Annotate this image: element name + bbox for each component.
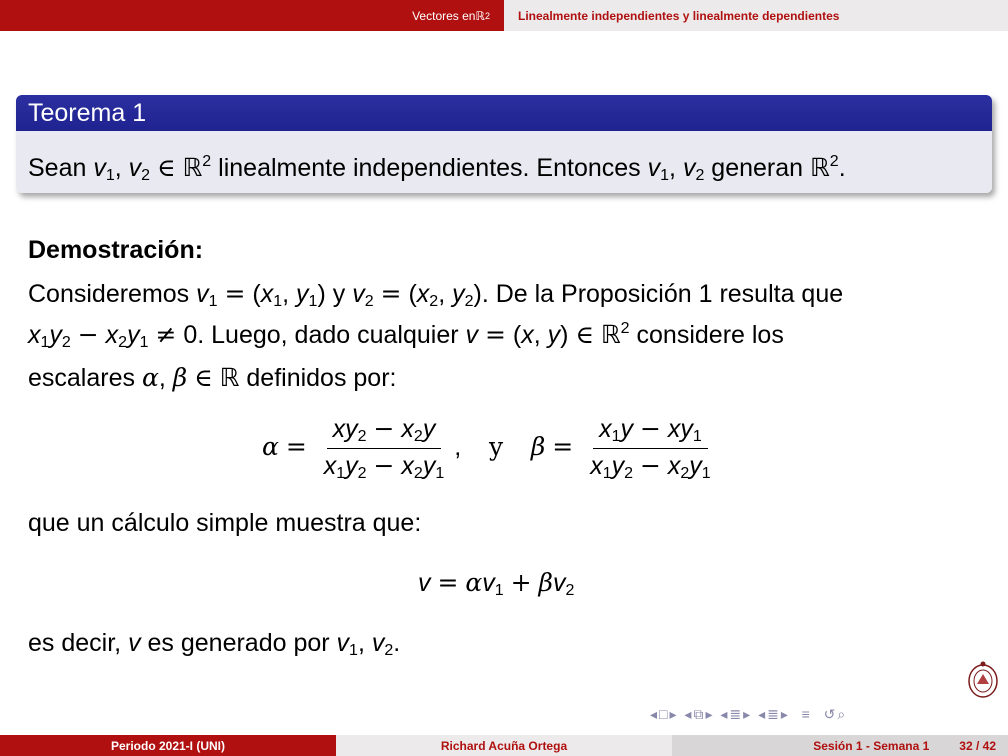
math-v: v: [682, 154, 696, 182]
proof-text: es generado por: [140, 629, 337, 657]
top-header: [0, 0, 1008, 31]
header-subsection[interactable]: Linealmente independientes y linealmente dependientes: [504, 0, 1008, 31]
proof-text: y: [325, 280, 353, 308]
section-prev-icon[interactable]: ◂: [720, 706, 730, 722]
align-icon[interactable]: ≡: [801, 706, 812, 722]
beamer-navigation: [650, 706, 847, 723]
subsection-icon[interactable]: ≣: [729, 706, 744, 722]
math-sub: 2: [141, 167, 151, 184]
theorem-text: Sean: [28, 154, 94, 182]
math-v: v: [93, 154, 106, 182]
theorem-statement: Sean $v_1$, $v_2$ ∈ ℝ$^2$ linealmente independientes. Entonces $v_1$, $v_2$ generan ℝ$^2$.: [16, 131, 992, 193]
search-icon[interactable]: ↺⌕: [823, 706, 848, 722]
proof-text: es decir,: [28, 629, 129, 657]
section-icon[interactable]: ⧉: [693, 706, 706, 722]
footer-session: [672, 735, 1008, 756]
theorem-text: linealmente independientes. Entonces: [211, 154, 648, 182]
section-next-icon[interactable]: ▸: [743, 706, 753, 722]
proof-text: Consideremos: [28, 280, 197, 308]
footer-period: Periodo 2021-I (UNI): [0, 735, 336, 756]
math-sub: 1: [105, 167, 115, 184]
math-exp: 2: [829, 153, 839, 170]
proof-text: escalares: [28, 364, 142, 392]
proof-text: considere los: [629, 321, 784, 349]
theorem-block: [16, 95, 992, 193]
proof-line-1: Consideremos $v_1 = (x_1$, $y_1$) y $v_2 = (x_2$, $y_2$). De la Proposición 1 resulta que: [28, 279, 844, 310]
alpha-beta-formula: α = $\frac{xy_2 - x_2y}{x_1y_2 - x_2y_1}$ , y β = $\frac{x_1y - xy_1}{x_1y_2 - x_2y_1}$: [262, 414, 721, 483]
doc-next-icon[interactable]: ▸: [780, 706, 790, 722]
and-word: y: [488, 432, 504, 462]
university-seal-icon: [966, 660, 1000, 700]
math-exp: 2: [202, 153, 212, 170]
header-section-set: ℝ: [475, 8, 485, 23]
proof-text: . De la Proposición 1 resulta que: [481, 280, 844, 308]
proof-line-3: escalares α, β ∈ ℝ definidos por:: [28, 363, 397, 392]
math-R: ℝ: [809, 153, 830, 182]
math-v: v: [128, 154, 142, 182]
math-sub: 1: [660, 167, 670, 184]
theorem-title: Teorema 1: [16, 95, 992, 131]
header-section-exp: 2: [484, 10, 490, 21]
header-section[interactable]: [0, 0, 504, 31]
beta-fraction: $\frac{x_1y - xy_1}{x_1y_2 - x_2y_1}$: [590, 414, 711, 482]
footer-session-label: Sesión 1 - Semana 1: [813, 738, 930, 753]
doc-prev-icon[interactable]: ◂: [758, 706, 768, 722]
doc-icon[interactable]: ≣: [767, 706, 781, 722]
math-v: v: [647, 154, 661, 182]
math-R: ℝ: [182, 153, 203, 182]
nav-right-icon[interactable]: ▸: [669, 706, 679, 722]
alpha-fraction: $\frac{xy_2 - x_2y}{x_1y_2 - x_2y_1}$: [323, 414, 445, 482]
proof-text: definidos por:: [239, 364, 397, 392]
subsection-next-icon[interactable]: ▸: [705, 706, 715, 722]
proof-line-4: que un cálculo simple muestra que:: [28, 509, 422, 537]
footer-page-number: 32 / 42: [959, 738, 996, 753]
proof-heading: Demostración:: [28, 236, 204, 264]
proof-line-2: $x_1y_2 - x_2y_1 \ne 0$. Luego, dado cualquier v = (x, y) ∈ ℝ$^2$ considere los: [28, 320, 784, 351]
theorem-text: generan: [704, 154, 810, 182]
math-sub: 2: [695, 167, 705, 184]
combination-formula: $v = \alpha v_1 + \beta v_2$: [418, 568, 575, 599]
nav-left-icon[interactable]: ◂: [650, 706, 660, 722]
proof-line-5: es decir, v es generado por $v_1$, $v_2$.: [28, 629, 401, 659]
header-section-prefix: Vectores en: [412, 8, 476, 23]
proof-text: . Luego, dado cualquier: [197, 321, 466, 349]
subsection-prev-icon[interactable]: ◂: [684, 706, 694, 722]
frame-icon[interactable]: □: [659, 706, 670, 722]
footer-author: Richard Acuña Ortega: [336, 735, 672, 756]
footer: [0, 735, 1008, 756]
